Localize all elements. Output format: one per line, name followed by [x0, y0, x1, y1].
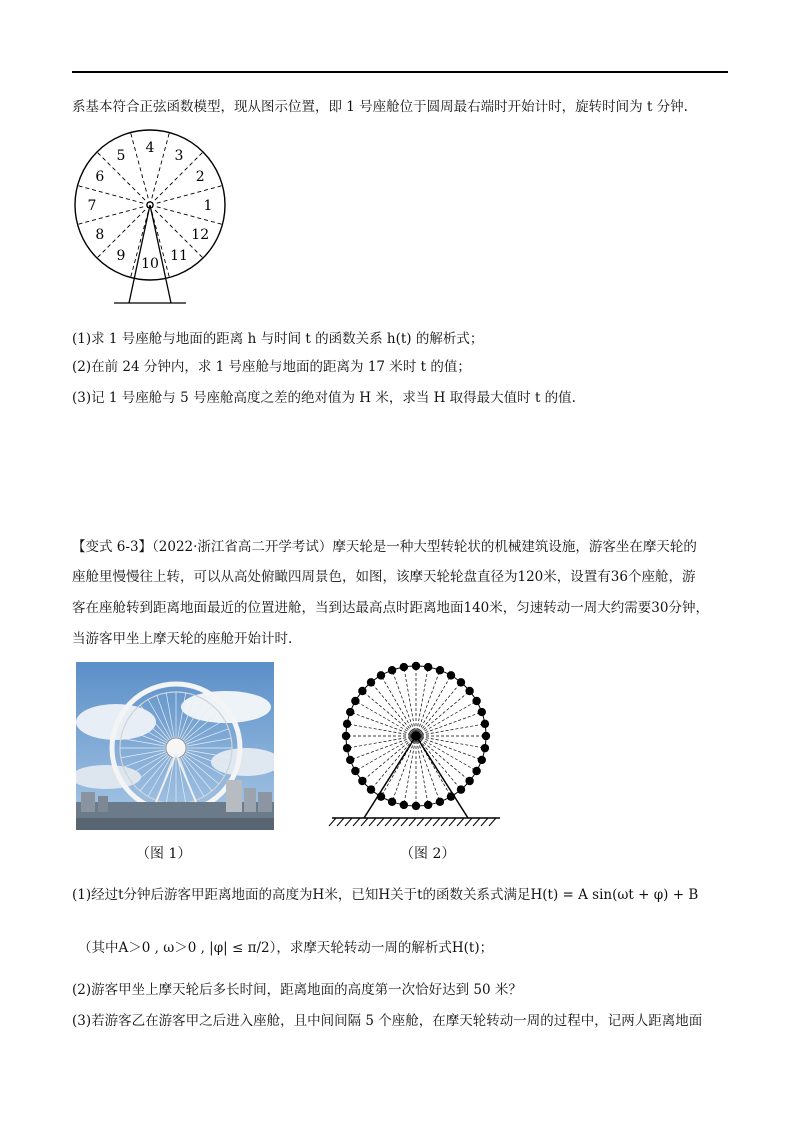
seat-cabin: [346, 756, 354, 764]
seat-label: 7: [87, 198, 97, 214]
seat-cabin: [367, 785, 375, 793]
seat-label: 5: [116, 147, 126, 164]
ferris-wheel-photo: [76, 662, 274, 830]
support-left: [129, 205, 150, 303]
seat-cabin: [346, 708, 354, 716]
seat-cabin: [400, 801, 408, 809]
seat-cabin: [472, 697, 480, 705]
question-b2: (2)游客甲坐上摩天轮后多长时间，距离地面的高度第一次恰好达到 50 米？: [72, 982, 522, 998]
problem-b-line1: 【变式 6-3】（2022·浙江省高二开学考试）摩天轮是一种大型转轮状的机械建筑设施，游客坐在摩天轮的: [72, 539, 697, 555]
seat-label: 10: [141, 256, 159, 272]
support-right: [150, 205, 171, 303]
seat-cabin: [457, 678, 465, 686]
problem-b-line3: 客在座舱转到距离地面最近的位置进舱，当到达最高点时距离地面140米，匀速转动一周大约需要30分钟，: [72, 600, 709, 616]
seat-cabin: [412, 662, 420, 670]
seat-label: 6: [95, 169, 105, 185]
seat-cabin: [465, 777, 473, 785]
seat-cabin: [436, 798, 444, 806]
seat-cabin: [481, 720, 489, 728]
seat-cabin: [358, 777, 366, 785]
seat-label: 1: [203, 198, 213, 214]
seat-cabin: [388, 798, 396, 806]
seat-cabin: [358, 687, 366, 695]
seat-cabin: [377, 671, 385, 679]
seat-cabin: [472, 767, 480, 775]
seat-cabin: [465, 687, 473, 695]
seat-label: 12: [191, 227, 210, 243]
question-b1-line1: (1)经过t分钟后游客甲距离地面的高度为H米，已知H关于t的函数关系式满足H(t) = A sin(ωt + φ) + B: [72, 887, 699, 903]
seat-cabin: [400, 663, 408, 671]
seat-cabin: [412, 802, 420, 810]
seat-cabin: [478, 756, 486, 764]
seat-cabin: [436, 666, 444, 674]
seat-label: 9: [116, 248, 126, 265]
caption-fig2: （图 2）: [400, 846, 456, 862]
seat-cabin: [478, 708, 486, 716]
caption-fig1: （图 1）: [136, 846, 192, 862]
seat-cabin: [388, 666, 396, 674]
seat-cabin: [343, 720, 351, 728]
wheel-diagram-36: [326, 656, 516, 836]
seat-label: 3: [174, 147, 184, 164]
seat-cabin: [481, 744, 489, 752]
question-a2: (2)在前 24 分钟内，求 1 号座舱与地面的距离为 17 米时 t 的值；: [72, 359, 471, 375]
seat-label: 11: [170, 248, 188, 265]
seat-label: 2: [195, 169, 205, 185]
ground-hatching: [329, 818, 496, 826]
seat-label: 8: [95, 227, 105, 243]
seat-cabin: [447, 671, 455, 679]
seat-cabin: [482, 732, 490, 740]
seat-cabin: [424, 663, 432, 671]
seat-label: 4: [145, 140, 155, 156]
seat-cabin: [351, 697, 359, 705]
seat-cabin: [424, 801, 432, 809]
problem-b-line4: 当游客甲坐上摩天轮的座舱开始计时.: [72, 631, 293, 647]
seat-cabin: [342, 732, 350, 740]
question-b3: (3)若游客乙在游客甲之后进入座舱，且中间间隔 5 个座舱，在摩天轮转动一周的过程中，记两人距离地面: [72, 1013, 703, 1029]
header-rule: [72, 71, 728, 73]
wheel-diagram-12: [72, 128, 232, 310]
seat-cabin: [351, 767, 359, 775]
problem-b-line2: 座舱里慢慢往上转，可以从高处俯瞰四周景色，如图，该摩天轮轮盘直径为120米，设置有36个座舱，游: [72, 569, 696, 585]
seat-cabin: [367, 678, 375, 686]
question-a3: (3)记 1 号座舱与 5 号座舱高度之差的绝对值为 H 米，求当 H 取得最大值时 t 的值.: [72, 390, 576, 406]
seat-cabin: [457, 785, 465, 793]
intro-text: 系基本符合正弦函数模型，现从图示位置，即 1 号座舱位于圆周最右端时开始计时，旋转时间为 t 分钟.: [72, 99, 688, 115]
question-a1: (1)求 1 号座舱与地面的距离 h 与时间 t 的函数关系 h(t) 的解析式；: [72, 331, 484, 347]
question-b1-line2: （其中A＞0 , ω＞0 , |φ| ≤ π/2），求摩天轮转动一周的解析式H(t)；: [78, 940, 494, 956]
seat-cabin: [343, 744, 351, 752]
